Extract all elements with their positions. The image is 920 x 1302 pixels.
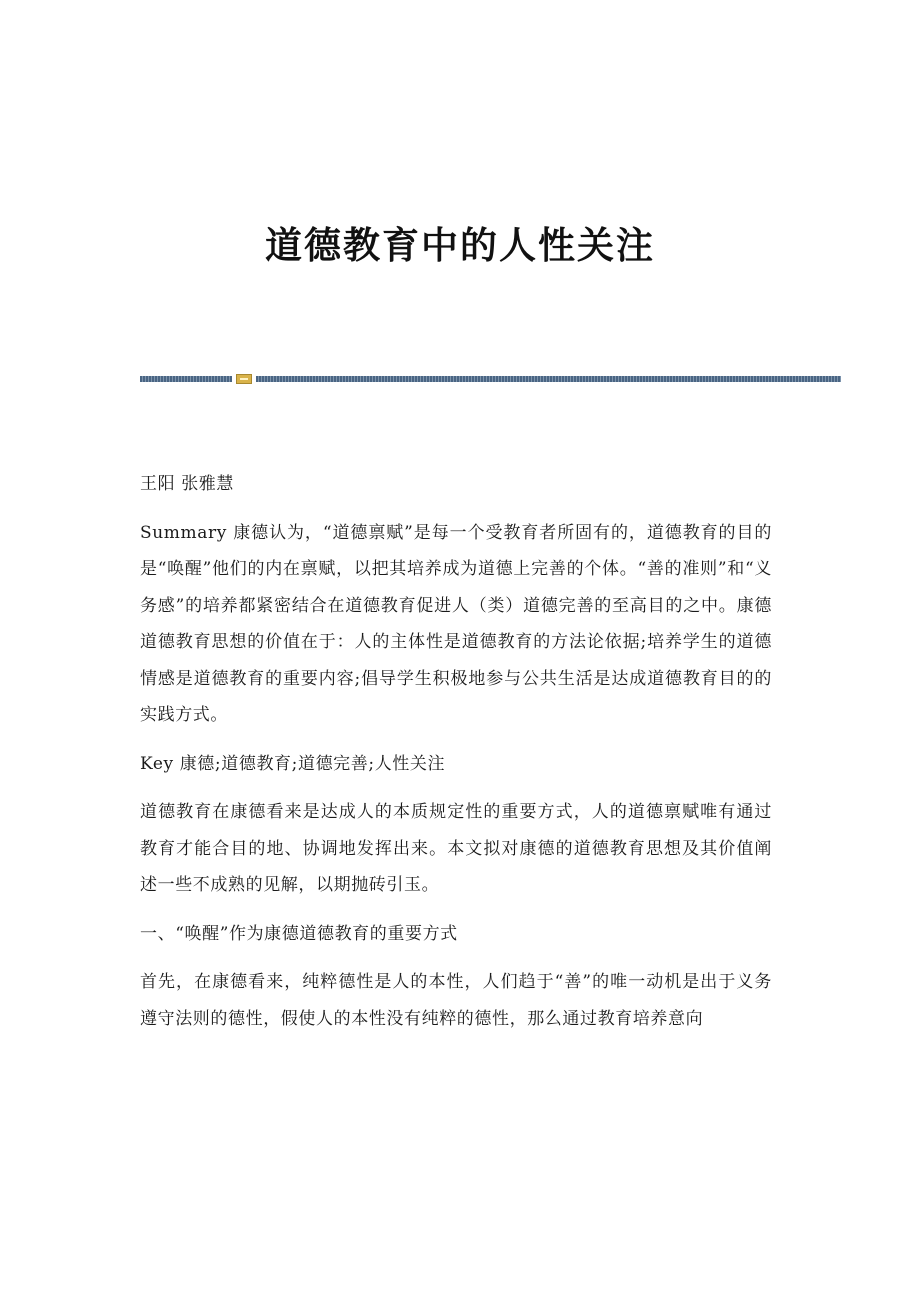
divider-bar-left — [140, 376, 232, 382]
keywords-line: Key 康德;道德教育;道德完善;人性关注 — [140, 753, 446, 774]
document-title: 道德教育中的人性关注 — [265, 224, 655, 267]
section-paragraph: 首先，在康德看来，纯粹德性是人的本性，人们趋于“善”的唯一动机是出于义务遵守法则的德性，假使人的本性没有纯粹的德性，那么通过教育培养意向 — [140, 972, 772, 1029]
intro-paragraph: 道德教育在康德看来是达成人的本质规定性的重要方式，人的道德禀赋唯有通过教育才能合目的地、协调地发挥出来。本文拟对康德的道德教育思想及其价值阐述一些不成熟的见解，以期抛砖引玉。 — [140, 802, 772, 895]
authors: 王阳 张雅慧 — [140, 474, 235, 494]
title-divider — [140, 374, 841, 384]
summary-paragraph: Summary 康德认为，“道德禀赋”是每一个受教育者所固有的，道德教育的目的是“唤醒”他们的内在禀赋，以把其培养成为道德上完善的个体。“善的准则”和“义务感”的培养都紧密结合在道德教育促进人（类）道德完善的至高目的之中。康德道德教育思想的价值在于：人的主体性是道德教育的方法论依据;培养学生的道德情感是道德教育的重要内容;倡导学生积极地参与公共生活是达成道德教育目的的实践方式。 — [140, 522, 772, 725]
divider-bar-right — [256, 376, 841, 382]
divider-ornament-icon — [236, 374, 252, 384]
document-body — [140, 466, 772, 1049]
section-heading: 一、“唤醒”作为康德道德教育的重要方式 — [140, 923, 458, 944]
